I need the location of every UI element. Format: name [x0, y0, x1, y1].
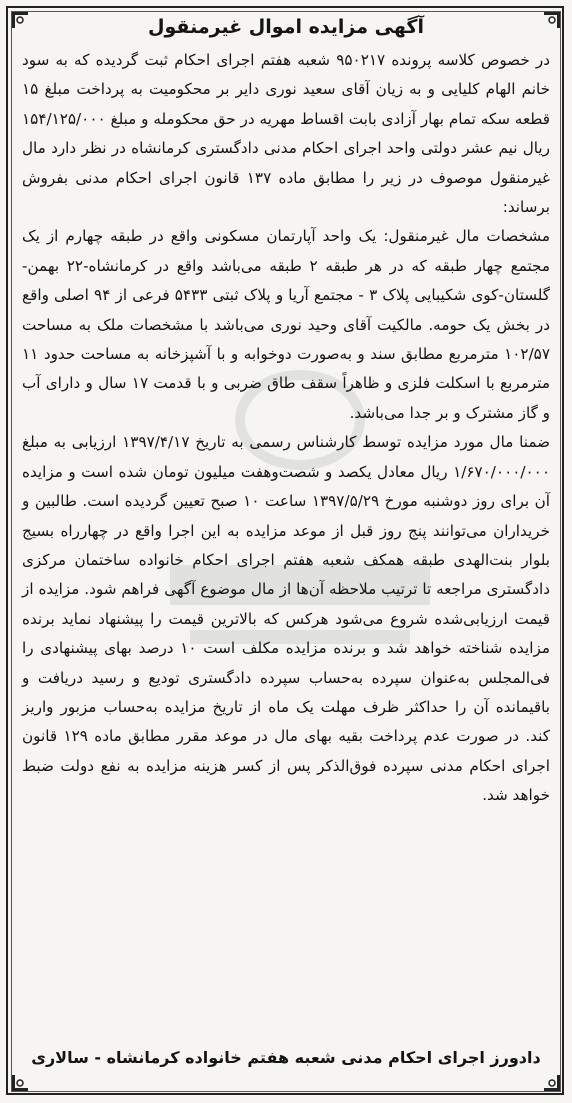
notice-paragraph-property: مشخصات مال غیرمنقول: یک واحد آپارتمان مسکونی واقع در طبقه چهارم از یک مجتمع چهار طبقه که در هر طبقه ۲ طبقه می‌باشد واقع در کرمانشاه-۲۲ بهمن-گلستان-کوی شکیبایی پلاک ۳ - مجتمع آریا و پلاک ثبتی ۵۴۳۳ فرعی از ۹۴ اصلی واقع در بخش یک حومه. مالکیت آقای وحید نوری می‌باشد با مشخصات ملک به مساحت ۱۰۲/۵۷ مترمربع مطابق سند و به‌صورت دوخوابه و با آشپزخانه به مساحت حدود ۱۱ مترمربع با اسکلت فلزی و ظاهراً سقف طاق ضربی و با قدمت ۱۷ سال و دارای آب و گاز مشترک و بر جدا می‌باشد.: [22, 227, 550, 422]
notice-paragraph-auction: ضمنا مال مورد مزایده توسط کارشناس رسمی به تاریخ ۱۳۹۷/۴/۱۷ ارزیابی به مبلغ ۱/۶۷۰/۰۰۰/۰۰۰ ریال معادل یکصد و شصت‌وهفت میلیون تومان شده است و مزایده آن برای روز دوشنبه مورخ ۱۳۹۷/۵/۲۹ ساعت ۱۰ صبح تعیین گردیده است. طالبین و خریداران می‌توانند پنج روز قبل از موعد مزایده به این اجرا واقع در چهارراه بسیج بلوار بنت‌الهدی طبقه همکف شعبه هفتم اجرای احکام خانواده ساختمان مرکزی دادگستری مراجعه تا ترتیب ملاحظه آن‌ها از مال موضوع آگهی فراهم شود. مزایده از قیمت ارزیابی‌شده شروع می‌شود هرکس که بالاترین قیمت را پیشنهاد نماید برنده مزایده شناخته خواهد شد و برنده مزایده مکلف است ۱۰ درصد بهای پیشنهادی را فی‌المجلس به‌عنوان سپرده به‌حساب سپرده دادگستری تودیع و رسید دریافت و باقیمانده آن را حداکثر ظرف مهلت یک ماه از تاریخ مزایده به‌حساب مزبور واریز کند. در صورت عدم پرداخت بقیه بهای مال در موعد مقرر مطابق ماده ۱۲۹ قانون اجرای احکام مدنی سپرده فوق‌الذکر پس از کسر هزینه مزایده به نفع دولت ضبط خواهد شد.: [22, 433, 551, 805]
notice-signature: دادورز اجرای احکام مدنی شعبه هفتم خانواده کرمانشاه - سالاری: [31, 1048, 541, 1067]
notice-body: [22, 14, 550, 811]
notice-title: آگهی مزایده اموال غیرمنقول: [148, 16, 424, 38]
corner-ornament-icon: [12, 1075, 28, 1091]
corner-ornament-icon: [544, 1075, 560, 1091]
notice-paragraph-case: در خصوص کلاسه پرونده ۹۵۰۲۱۷ شعبه هفتم اجرای احکام ثبت گردیده که به سود خانم الهام کلیایی و به زیان آقای سعید نوری دایر بر محکومیت به پرداخت مبلغ ۱۵ قطعه سکه تمام بهار آزادی بابت اقساط مهریه در حق محکومله و مبلغ ۱۵۴/۱۲۵/۰۰۰ ریال نیم عشر دولتی واحد اجرای احکام مدنی دادگستری کرمانشاه در نظر دارد مال غیرمنقول موصوف در زیر را مطابق ماده ۱۳۷ قانون اجرای احکام مدنی بفروش برساند:: [22, 51, 551, 217]
